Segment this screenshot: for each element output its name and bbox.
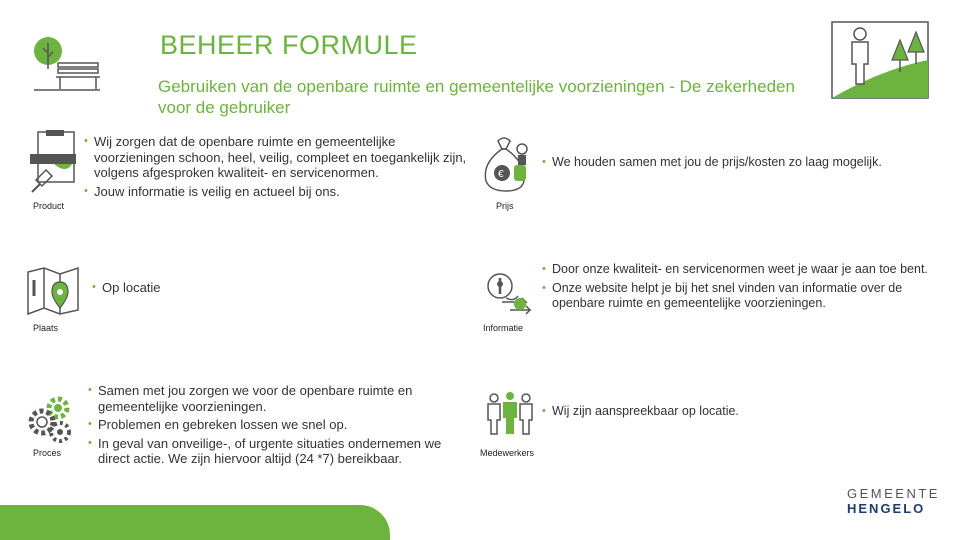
money-bag-icon: [480, 135, 536, 195]
list-item: • Door onze kwaliteit- en servicenormen weet je waar je aan toe bent.: [542, 262, 937, 278]
page-title: BEHEER FORMULE: [160, 30, 418, 60]
logo-line-2: HENGELO: [847, 501, 926, 516]
list-item: • Wij zijn aanspreekbaar op locatie.: [542, 404, 842, 420]
gears-icon: [26, 390, 82, 446]
product-bullets: [84, 134, 474, 202]
park-bench-icon: [30, 33, 102, 93]
list-item: • Jouw informatie is veilig en actueel bij ons.: [84, 184, 474, 200]
map-pin-icon: [26, 266, 82, 316]
proces-label: Proces: [33, 448, 62, 458]
page-subtitle: Gebruiken van de openbare ruimte en gemeentelijke voorzieningen - De zekerheden voor de gebruiker: [158, 77, 795, 117]
plaats-label: Plaats: [33, 323, 59, 333]
list-item: • Problemen en gebreken lossen we snel op.: [88, 417, 473, 433]
prijs-label: Prijs: [496, 201, 514, 211]
svg-text:€: €: [498, 169, 504, 180]
lightbulb-arrows-icon: [484, 268, 534, 320]
list-item: • Samen met jou zorgen we voor de openbare ruimte en gemeentelijke voorzieningen.: [88, 383, 473, 414]
plaats-bullets: [92, 280, 292, 299]
team-icon: [484, 390, 536, 438]
gemeente-hengelo-logo: [847, 486, 940, 516]
product-label: Product: [33, 201, 65, 211]
prijs-bullets: [542, 155, 942, 174]
list-item: • Wij zorgen dat de openbare ruimte en gemeentelijke voorzieningen schoon, heel, veilig, compleet en toegankelijk zijn, volgens afgesproken kwaliteit- en servicenormen.: [84, 134, 474, 181]
list-item: • We houden samen met jou de prijs/kosten zo laag mogelijk.: [542, 155, 942, 171]
bottom-accent-bar: [0, 505, 390, 540]
list-item: • Op locatie: [92, 280, 292, 296]
informatie-label: Informatie: [483, 323, 524, 333]
informatie-bullets: [542, 262, 937, 315]
clipboard-tools-icon: [26, 130, 82, 198]
person-hill-trees-icon: [830, 20, 930, 100]
proces-bullets: [88, 383, 473, 470]
list-item: • Onze website helpt je bij het snel vinden van informatie over de openbare ruimte en gemeentelijke voorzieningen.: [542, 281, 937, 312]
logo-line-1: GEMEENTE: [847, 486, 940, 501]
list-item: • In geval van onveilige-, of urgente situaties ondernemen we direct actie. We zijn hiervoor altijd (24 *7) bereikbaar.: [88, 436, 473, 467]
medewerkers-label: Medewerkers: [480, 448, 535, 458]
medewerkers-bullets: [542, 404, 842, 423]
